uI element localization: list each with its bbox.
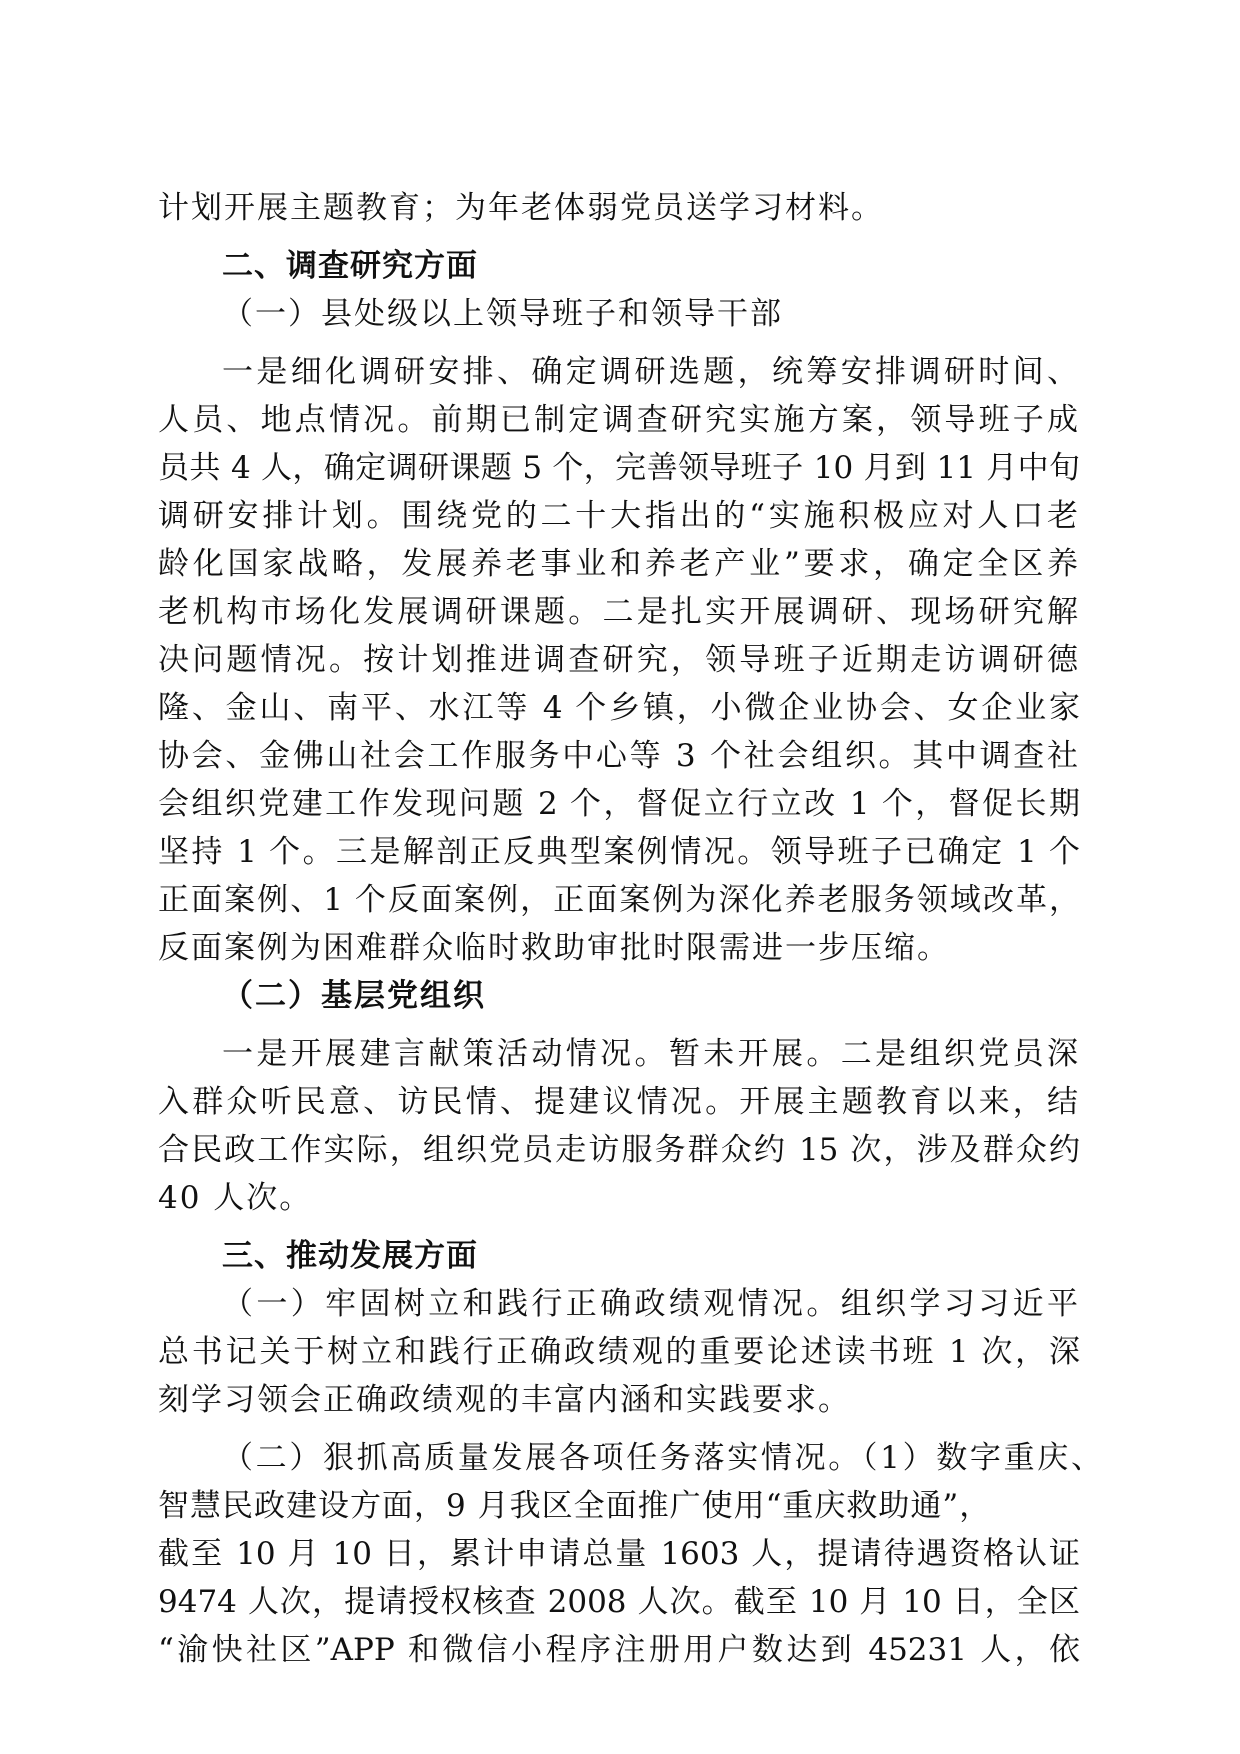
- body-text-line: 人员、地点情况。前期已制定调查研究实施方案，领导班子成: [158, 402, 1080, 438]
- body-text-line: （二）狠抓高质量发展各项任务落实情况。（1）数字重庆、: [222, 1440, 1102, 1476]
- body-text-line: 计划开展主题教育；为年老体弱党员送学习材料。: [158, 190, 884, 226]
- body-text-line: 隆、金山、南平、水江等 4 个乡镇，小微企业协会、女企业家: [158, 690, 1080, 726]
- subsection-heading-2-2: （二）基层党组织: [222, 978, 486, 1014]
- body-text-line: 总书记关于树立和践行正确政绩观的重要论述读书班 1 次，深: [158, 1334, 1080, 1370]
- body-text-line: “渝快社区”APP 和微信小程序注册用户数达到 45231 人，依: [158, 1632, 1080, 1668]
- body-text-line: 会组织党建工作发现问题 2 个，督促立行立改 1 个，督促长期: [158, 786, 1080, 822]
- body-text-line: 协会、金佛山社会工作服务中心等 3 个社会组织。其中调查社: [158, 738, 1080, 774]
- body-text-line: 反面案例为困难群众临时救助审批时限需进一步压缩。: [158, 930, 950, 966]
- body-text-line: 截至 10 月 10 日，累计申请总量 1603 人，提请待遇资格认证: [158, 1536, 1080, 1572]
- section-heading-2: 二、调查研究方面: [222, 248, 478, 284]
- section-heading-3: 三、推动发展方面: [222, 1238, 478, 1274]
- subsection-heading-2-1: （一）县处级以上领导班子和领导干部: [222, 296, 783, 332]
- body-text-line: 入群众听民意、访民情、提建议情况。开展主题教育以来，结: [158, 1084, 1080, 1120]
- body-text-line: 一是细化调研安排、确定调研选题，统筹安排调研时间、: [222, 354, 1080, 390]
- body-text-line: 决问题情况。按计划推进调查研究，领导班子近期走访调研德: [158, 642, 1080, 678]
- body-text-line: 一是开展建言献策活动情况。暂未开展。二是组织党员深: [222, 1036, 1080, 1072]
- body-text-line: 合民政工作实际，组织党员走访服务群众约 15 次，涉及群众约: [158, 1132, 1080, 1168]
- body-text-line: 调研安排计划。围绕党的二十大指出的“实施积极应对人口老: [158, 498, 1080, 534]
- body-text-line: 9474 人次，提请授权核查 2008 人次。截至 10 月 10 日，全区: [158, 1584, 1080, 1620]
- body-text-line: 正面案例、1 个反面案例，正面案例为深化养老服务领域改革，: [158, 882, 1080, 918]
- body-text-line: 龄化国家战略，发展养老事业和养老产业”要求，确定全区养: [158, 546, 1080, 582]
- body-text-line: 智慧民政建设方面，9 月我区全面推广使用“重庆救助通”，: [158, 1488, 992, 1524]
- body-text-line: （一）牢固树立和践行正确政绩观情况。组织学习习近平: [222, 1286, 1080, 1322]
- body-text-line: 40 人次。: [158, 1180, 313, 1216]
- body-text-line: 员共 4 人，确定调研课题 5 个，完善领导班子 10 月到 11 月中旬: [158, 450, 1080, 486]
- body-text-line: 老机构市场化发展调研课题。二是扎实开展调研、现场研究解: [158, 594, 1080, 630]
- body-text-line: 刻学习领会正确政绩观的丰富内涵和实践要求。: [158, 1382, 851, 1418]
- body-text-line: 坚持 1 个。三是解剖正反典型案例情况。领导班子已确定 1 个: [158, 834, 1080, 870]
